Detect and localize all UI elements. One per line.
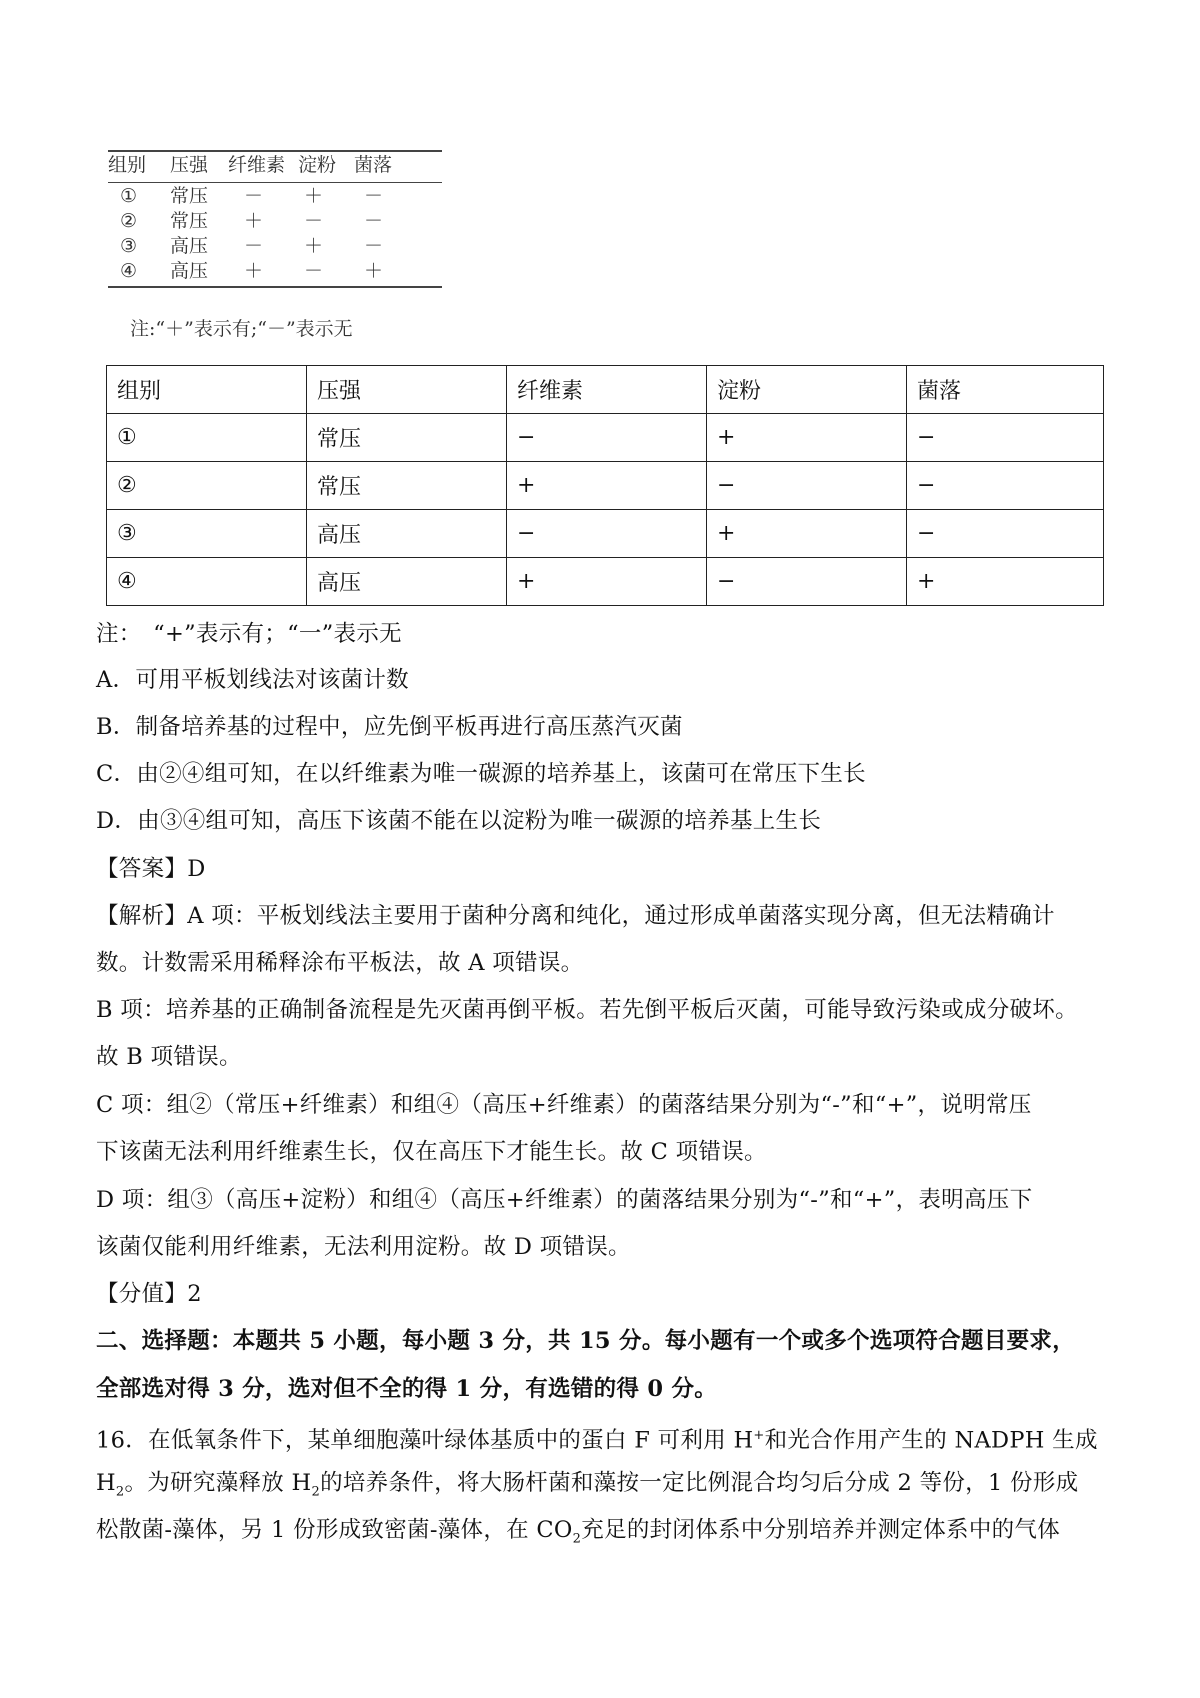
scan-cell: － — [304, 260, 324, 282]
analysis-line: D 项：组③（高压+淀粉）和组④（高压+纤维素）的菌落结果分别为“-”和“+”，表明高压下 — [96, 1187, 1033, 1213]
table-cell: ② — [107, 462, 307, 510]
table-cell: − — [907, 414, 1104, 462]
table-cell: ③ — [107, 510, 307, 558]
analysis-line: 下该菌无法利用纤维素生长，仅在高压下才能生长。故 C 项错误。 — [96, 1139, 767, 1165]
table-cell: ① — [107, 414, 307, 462]
q16-text: 松散菌-藻体，另 1 份形成致密菌-藻体，在 CO — [96, 1517, 573, 1543]
table-row — [107, 414, 1104, 462]
q16-text: 充足的封闭体系中分别培养并测定体系中的气体 — [581, 1517, 1061, 1543]
table-cell: + — [707, 414, 907, 462]
scan-cell: ② — [120, 210, 138, 232]
q16-text: 16．在低氧条件下，某单细胞藻叶绿体基质中的蛋白 F 可利用 H — [96, 1427, 754, 1454]
header-cell-cellulose: 纤维素 — [507, 366, 707, 414]
option-b: B．制备培养基的过程中，应先倒平板再进行高压蒸汽灭菌 — [96, 714, 683, 740]
table-cell: 高压 — [307, 510, 507, 558]
scan-cell: － — [364, 185, 384, 207]
header-cell-pressure: 压强 — [307, 366, 507, 414]
result-table — [106, 365, 1104, 606]
scan-header-starch: 淀粉 — [298, 154, 337, 176]
question-16-line — [96, 1419, 1098, 1458]
header-cell-starch: 淀粉 — [707, 366, 907, 414]
table-cell: + — [507, 558, 707, 606]
scan-cell: 高压 — [170, 235, 209, 257]
scan-cell: 常压 — [170, 210, 209, 232]
table-cell: − — [707, 558, 907, 606]
table-cell: 常压 — [307, 462, 507, 510]
q16-text: 的培养条件，将大肠杆菌和藻按一定比例混合均匀后分成 2 等份，1 份形成 — [320, 1470, 1079, 1496]
q16-subscript: 2 — [311, 1484, 321, 1500]
table-row — [107, 510, 1104, 558]
q16-subscript: 2 — [572, 1531, 582, 1547]
scan-header-pressure: 压强 — [170, 154, 209, 176]
table-cell: − — [907, 510, 1104, 558]
section-heading-line: 二、选择题：本题共 5 小题，每小题 3 分，共 15 分。每小题有一个或多个选项符合题目要求， — [96, 1328, 1076, 1354]
section-heading-line: 全部选对得 3 分，选对但不全的得 1 分，有选错的得 0 分。 — [96, 1376, 718, 1402]
scan-cell: － — [244, 235, 264, 257]
scan-cell: － — [364, 235, 384, 257]
scanned-table-image — [108, 150, 442, 342]
table-cell: 高压 — [307, 558, 507, 606]
scan-cell: 高压 — [170, 260, 209, 282]
scan-cell: ④ — [120, 260, 138, 282]
analysis-line: C 项：组②（常压+纤维素）和组④（高压+纤维素）的菌落结果分别为“-”和“+”，说明常压 — [96, 1092, 1032, 1118]
scan-header-group: 组别 — [108, 154, 147, 176]
scan-cell: ① — [120, 185, 138, 207]
scan-cell: ＋ — [304, 235, 324, 257]
scan-header-cellulose: 纤维素 — [228, 154, 286, 176]
option-d: D．由③④组可知，高压下该菌不能在以淀粉为唯一碳源的培养基上生长 — [96, 808, 822, 834]
scan-note: 注:“＋”表示有;“－”表示无 — [130, 318, 353, 340]
table-header-row — [107, 366, 1104, 414]
option-c: C．由②④组可知，在以纤维素为唯一碳源的培养基上，该菌可在常压下生长 — [96, 761, 866, 787]
table-cell: − — [507, 414, 707, 462]
scan-cell: － — [304, 210, 324, 232]
q16-subscript: 2 — [115, 1484, 125, 1500]
table-row — [107, 462, 1104, 510]
scan-cell: ＋ — [304, 185, 324, 207]
scan-cell: ＋ — [244, 210, 264, 232]
table-row — [107, 558, 1104, 606]
table-cell: − — [707, 462, 907, 510]
header-cell-group: 组别 — [107, 366, 307, 414]
q16-text: 。为研究藻释放 H — [124, 1470, 312, 1496]
question-16-line — [96, 1513, 1060, 1557]
answer: 【答案】D — [96, 856, 206, 882]
table-cell: + — [907, 558, 1104, 606]
analysis-line: 该菌仅能利用纤维素，无法利用淀粉。故 D 项错误。 — [96, 1234, 631, 1260]
q16-superscript: + — [753, 1428, 765, 1443]
analysis-line: 【解析】A 项：平板划线法主要用于菌种分离和纯化，通过形成单菌落实现分离，但无法精确计 — [96, 903, 1055, 929]
scan-cell: ＋ — [244, 260, 264, 282]
table-note: 注： “+”表示有；“一”表示无 — [96, 621, 402, 647]
table-cell: ④ — [107, 558, 307, 606]
q16-text: 和光合作用产生的 NADPH 生成 — [764, 1427, 1098, 1454]
analysis-line: 数。计数需采用稀释涂布平板法，故 A 项错误。 — [96, 950, 584, 976]
q16-text: H — [96, 1470, 116, 1496]
table-cell: − — [507, 510, 707, 558]
header-cell-colony: 菌落 — [907, 366, 1104, 414]
table-cell: − — [907, 462, 1104, 510]
analysis-line: 故 B 项错误。 — [96, 1044, 242, 1070]
table-cell: + — [507, 462, 707, 510]
question-16-line — [96, 1466, 1078, 1510]
scan-cell: ＋ — [364, 260, 384, 282]
score: 【分值】2 — [96, 1281, 202, 1307]
scan-cell: － — [244, 185, 264, 207]
scan-cell: － — [364, 210, 384, 232]
scan-header-colony: 菌落 — [354, 154, 393, 176]
scan-cell: ③ — [120, 235, 138, 257]
scan-cell: 常压 — [170, 185, 209, 207]
option-a: A．可用平板划线法对该菌计数 — [96, 667, 409, 693]
analysis-line: B 项：培养基的正确制备流程是先灭菌再倒平板。若先倒平板后灭菌，可能导致污染或成分破坏。 — [96, 997, 1078, 1023]
table-cell: 常压 — [307, 414, 507, 462]
table-cell: + — [707, 510, 907, 558]
